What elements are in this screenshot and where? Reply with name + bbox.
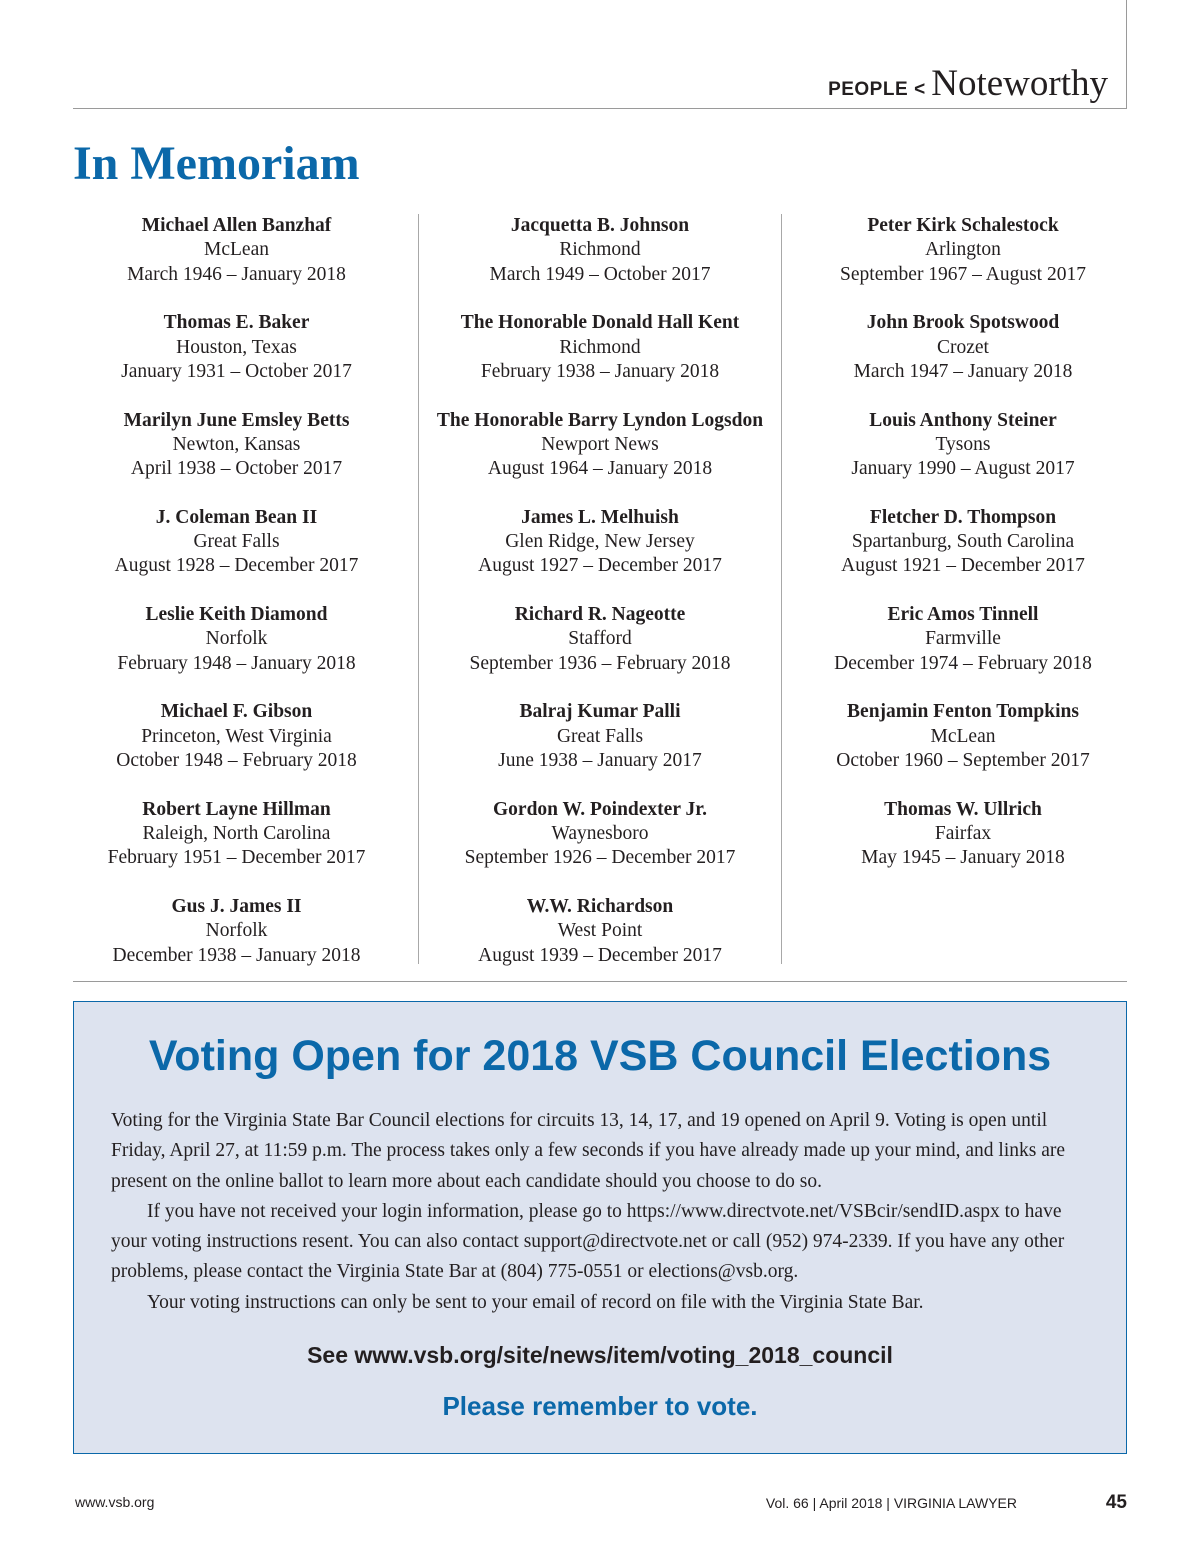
header-vertical-rule — [1126, 0, 1127, 108]
memoriam-name: John Brook Spotswood — [866, 312, 1060, 334]
memoriam-dates: May 1945 – January 2018 — [861, 847, 1065, 869]
memoriam-place: Spartanburg, South Carolina — [851, 531, 1075, 553]
section-label — [828, 62, 1108, 105]
memoriam-entry — [55, 895, 418, 968]
footer-issue: Vol. 66 | April 2018 | VIRGINIA LAWYER — [765, 1495, 1017, 1511]
memoriam-place: Arlington — [925, 239, 1001, 261]
memoriam-place: West Point — [557, 920, 643, 942]
memoriam-place: Newport News — [541, 433, 659, 455]
header-rule — [73, 108, 1127, 109]
memoriam-name: Marilyn June Emsley Betts — [123, 409, 350, 431]
memoriam-dates: September 1936 – February 2018 — [469, 652, 731, 674]
memoriam-place: Crozet — [937, 336, 989, 358]
memoriam-name: Balraj Kumar Palli — [519, 701, 681, 723]
department-name: Noteworthy — [931, 63, 1108, 104]
memoriam-name: James L. Melhuish — [521, 506, 679, 528]
memoriam-columns — [55, 214, 1145, 964]
memoriam-dates: February 1938 – January 2018 — [480, 360, 720, 382]
memoriam-name: Michael Allen Banzhaf — [141, 215, 332, 236]
memoriam-entry — [419, 798, 781, 871]
memoriam-dates: January 1931 – October 2017 — [121, 360, 352, 382]
memoriam-place: McLean — [204, 239, 269, 261]
memoriam-name: Louis Anthony Steiner — [869, 409, 1057, 431]
section-name: PEOPLE — [828, 79, 909, 100]
memoriam-dates: August 1939 – December 2017 — [478, 944, 722, 966]
memoriam-entry — [55, 506, 418, 579]
memoriam-name: Thomas W. Ullrich — [884, 798, 1042, 820]
memoriam-entry — [782, 798, 1144, 871]
voting-title: Voting Open for 2018 VSB Council Elections — [148, 1032, 1052, 1080]
voting-paragraph: Voting for the Virginia State Bar Council elections for circuits 13, 14, 17, and 19 opened on April 9. Voting is open until Friday, April 27, at 11:59 p.m. The process takes only a few seconds if you have already made up your mind, and links are present on the online ballot to learn more about each candidate should you choose to do so. — [111, 1110, 1066, 1192]
memoriam-dates: August 1928 – December 2017 — [114, 555, 359, 577]
footer-website[interactable]: www.vsb.org — [75, 1494, 155, 1510]
memoriam-dates: June 1938 – January 2017 — [498, 750, 702, 771]
memoriam-place: Princeton, West Virginia — [141, 725, 332, 747]
memoriam-name: Peter Kirk Schalestock — [867, 215, 1059, 236]
memoriam-place: Richmond — [559, 239, 641, 261]
memoriam-name: Robert Layne Hillman — [142, 798, 331, 820]
memoriam-dates: March 1946 – January 2018 — [127, 263, 346, 285]
memoriam-entry — [55, 700, 418, 773]
memoriam-place: Great Falls — [556, 725, 644, 747]
memoriam-place: Fairfax — [934, 822, 992, 844]
memoriam-entry — [782, 409, 1144, 482]
memoriam-dates: February 1948 – January 2018 — [117, 652, 356, 674]
memoriam-name: Gordon W. Poindexter Jr. — [493, 798, 707, 820]
memoriam-name: W.W. Richardson — [526, 895, 674, 917]
memoriam-entry — [419, 895, 781, 968]
page-number: 45 — [1105, 1492, 1127, 1513]
section-divider — [73, 981, 1127, 982]
memoriam-entry — [55, 798, 418, 871]
memoriam-name: The Honorable Barry Lyndon Logsdon — [436, 409, 764, 431]
memoriam-entry — [782, 603, 1144, 676]
voting-reminder: Please remember to vote. — [442, 1391, 758, 1421]
memoriam-entry — [782, 214, 1144, 287]
memoriam-name: Richard R. Nageotte — [514, 604, 686, 626]
memoriam-place: Norfolk — [205, 920, 268, 942]
memoriam-name: Michael F. Gibson — [160, 701, 313, 723]
memoriam-place: McLean — [930, 725, 996, 747]
memoriam-dates: October 1960 – September 2017 — [836, 750, 1090, 771]
memoriam-name: J. Coleman Bean II — [155, 506, 318, 528]
memoriam-dates: February 1951 – December 2017 — [107, 847, 366, 869]
memoriam-dates: September 1926 – December 2017 — [464, 847, 736, 869]
memoriam-title: In Memoriam — [73, 137, 360, 190]
memoriam-entry — [782, 700, 1144, 773]
memoriam-entry — [419, 214, 781, 287]
memoriam-column — [781, 214, 1144, 964]
memoriam-entry — [55, 311, 418, 384]
memoriam-name: Fletcher D. Thompson — [869, 506, 1057, 528]
memoriam-dates: January 1990 – August 2017 — [851, 458, 1075, 480]
memoriam-dates: August 1927 – December 2017 — [478, 555, 722, 577]
memoriam-dates: December 1974 – February 2018 — [834, 652, 1092, 674]
memoriam-column — [418, 214, 781, 964]
memoriam-entry — [419, 409, 781, 482]
memoriam-dates: December 1938 – January 2018 — [112, 944, 361, 966]
memoriam-name: The Honorable Donald Hall Kent — [460, 312, 740, 334]
memoriam-name: Thomas E. Baker — [163, 312, 310, 334]
memoriam-place: Stafford — [568, 628, 632, 650]
memoriam-place: Farmville — [925, 628, 1001, 650]
memoriam-dates: August 1964 – January 2018 — [487, 458, 713, 480]
voting-paragraph: Your voting instructions can only be sent to your email of record on file with the Virginia State Bar. — [147, 1291, 924, 1313]
memoriam-place: Houston, Texas — [176, 336, 297, 358]
memoriam-entry — [782, 311, 1144, 384]
memoriam-entry — [782, 506, 1144, 579]
memoriam-place: Newton, Kansas — [172, 433, 301, 455]
memoriam-name: Benjamin Fenton Tompkins — [847, 701, 1079, 723]
memoriam-dates: April 1938 – October 2017 — [130, 458, 343, 480]
memoriam-entry — [419, 311, 781, 384]
voting-paragraph: If you have not received your login information, please go to https://www.directvote.net/VSBcir/sendID.aspx to have your voting instructions resent. You can also contact support@directvote.net or call (952) 974-2339. If you have any other problems, please contact the Virginia State Bar at (804) 775-0551 or elections@vsb.org. — [111, 1200, 1065, 1283]
memoriam-dates: August 1921 – December 2017 — [841, 555, 1085, 577]
memoriam-name: Leslie Keith Diamond — [145, 604, 328, 626]
memoriam-entry — [419, 603, 781, 676]
memoriam-name: Gus J. James II — [171, 895, 302, 917]
memoriam-place: Waynesboro — [551, 822, 649, 844]
memoriam-entry — [419, 506, 781, 579]
memoriam-dates: October 1948 – February 2018 — [116, 750, 357, 771]
memoriam-place: Glen Ridge, New Jersey — [505, 531, 695, 553]
memoriam-dates: September 1967 – August 2017 — [840, 263, 1086, 285]
voting-body — [111, 1106, 1098, 1318]
memoriam-dates: March 1949 – October 2017 — [489, 263, 711, 285]
voting-link[interactable]: See www.vsb.org/site/news/item/voting_2018_council — [307, 1342, 893, 1368]
memoriam-place: Richmond — [559, 336, 641, 358]
memoriam-entry — [55, 409, 418, 482]
memoriam-entry — [419, 700, 781, 773]
memoriam-place: Tysons — [935, 433, 991, 455]
memoriam-name: Jacquetta B. Johnson — [510, 215, 690, 236]
memoriam-place: Raleigh, North Carolina — [142, 822, 331, 844]
section-separator: < — [914, 79, 926, 100]
memoriam-entry — [55, 603, 418, 676]
voting-notice-box — [73, 1001, 1127, 1454]
memoriam-column — [55, 214, 418, 964]
memoriam-place: Great Falls — [193, 531, 280, 553]
memoriam-place: Norfolk — [205, 628, 268, 650]
memoriam-name: Eric Amos Tinnell — [887, 604, 1039, 626]
memoriam-entry — [55, 214, 418, 287]
memoriam-dates: March 1947 – January 2018 — [853, 360, 1073, 382]
